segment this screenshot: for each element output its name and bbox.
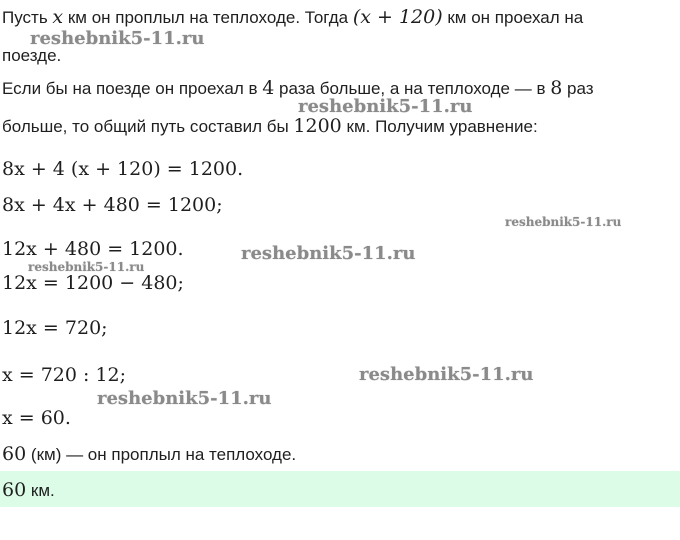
watermark: reshebnik5-11.ru: [298, 96, 473, 117]
watermark: reshebnik5-11.ru: [359, 364, 534, 385]
intro-text-4: поезде.: [2, 46, 62, 65]
answer-number: 60: [2, 479, 27, 501]
answer-line: [2, 479, 55, 501]
condition-number-1200: 1200: [293, 115, 342, 137]
result-line: [2, 444, 296, 465]
answer-text: км.: [26, 481, 55, 500]
result-number: 60: [2, 443, 27, 465]
answer-box: [0, 471, 680, 507]
condition-number-4: 4: [262, 77, 275, 99]
condition-text-5: км. Получим уравнение:: [341, 117, 538, 136]
watermark: reshebnik5-11.ru: [30, 28, 205, 49]
intro-text-1: Пусть: [2, 8, 53, 27]
result-text: (км) — он проплыл на теплоходе.: [26, 445, 297, 464]
intro-text-3: км он проехал на: [442, 8, 584, 27]
equation-1: 8x + 4 (x + 120) = 1200.: [2, 158, 244, 180]
watermark: reshebnik5-11.ru: [28, 260, 145, 274]
condition-text-2: раза больше, а на теплоходе — в: [274, 79, 551, 98]
equation-4: 12x = 1200 − 480;: [2, 272, 184, 294]
watermark: reshebnik5-11.ru: [241, 243, 416, 264]
equation-6: x = 720 : 12;: [2, 364, 127, 386]
equation-7: x = 60.: [2, 407, 71, 429]
condition-text-3: раз: [562, 79, 594, 98]
equation-2: 8x + 4x + 480 = 1200;: [2, 194, 223, 216]
condition-text-4: больше, то общий путь составил бы: [2, 117, 294, 136]
equation-3: 12x + 480 = 1200.: [2, 238, 184, 260]
intro-expr: (x + 120): [352, 6, 443, 28]
watermark: reshebnik5-11.ru: [97, 388, 272, 409]
condition-number-8: 8: [550, 77, 563, 99]
equation-5: 12x = 720;: [2, 317, 108, 339]
intro-line-1: [2, 7, 583, 28]
condition-line-2: [2, 116, 538, 137]
intro-var-x: x: [52, 6, 64, 28]
condition-text-1: Если бы на поезде он проехал в: [2, 79, 263, 98]
intro-text-2: км он проплыл на теплоходе. Тогда: [63, 8, 353, 27]
watermark: reshebnik5-11.ru: [505, 215, 622, 229]
